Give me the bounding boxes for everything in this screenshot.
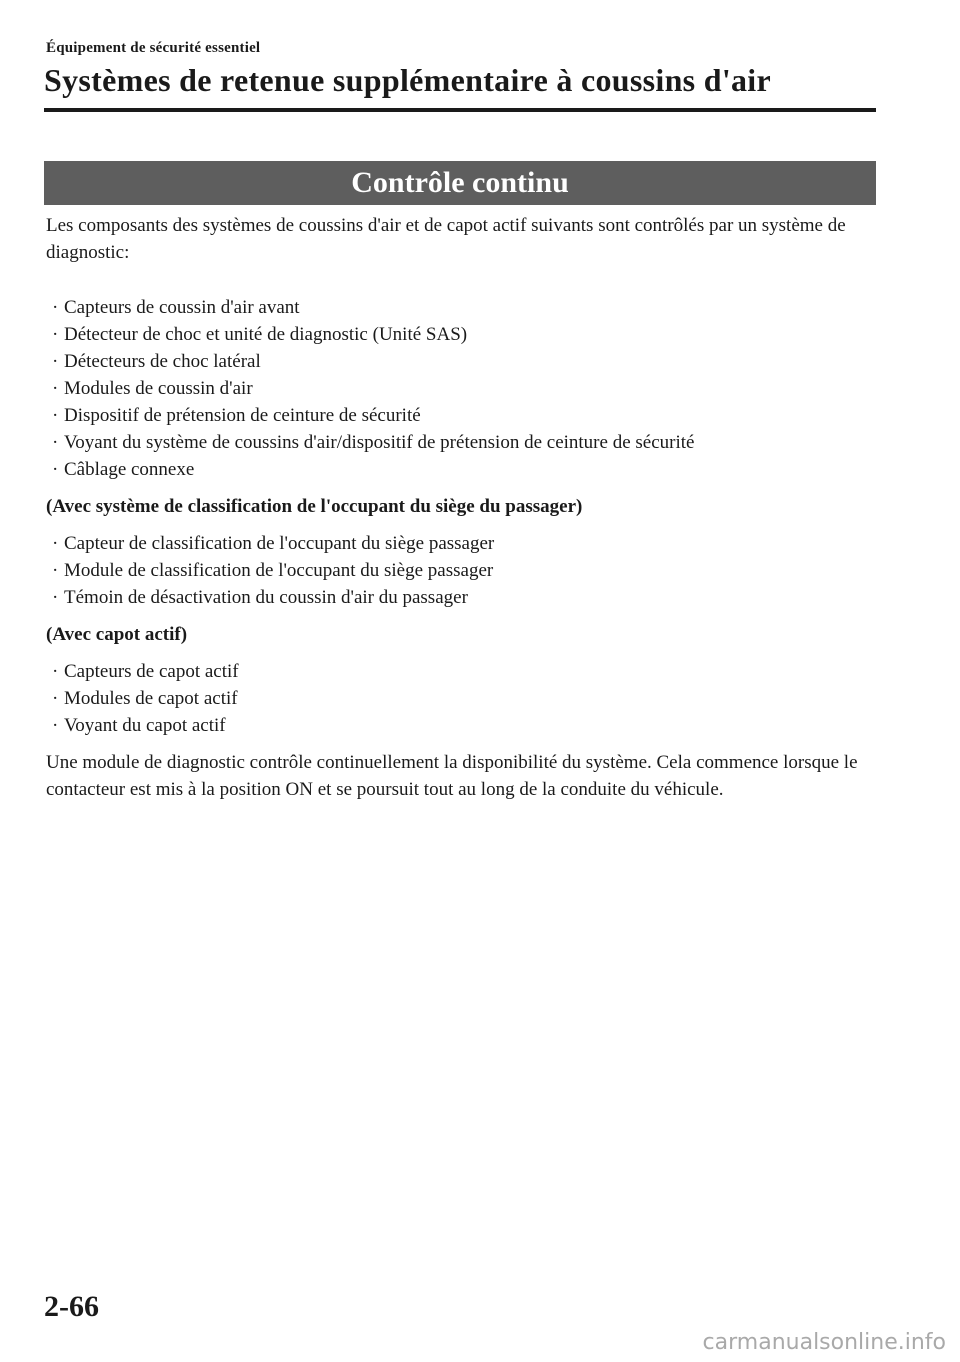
list-item-text: Détecteur de choc et unité de diagnostic (Unité SAS) (64, 324, 468, 345)
bullet-icon: · (52, 560, 59, 581)
bullet-icon: · (52, 587, 59, 608)
bullet-icon: · (52, 715, 59, 736)
list-item (46, 530, 866, 557)
list-item (46, 712, 866, 739)
bullet-icon: · (52, 324, 59, 345)
list-item-text: Module de classification de l'occupant du siège passager (64, 560, 494, 581)
list-item-text: Capteurs de coussin d'air avant (64, 297, 300, 318)
list-item (46, 375, 866, 402)
list-item-text: Témoin de désactivation du coussin d'air du passager (64, 587, 468, 608)
occupant-classification-list (46, 530, 866, 611)
list-item-text: Dispositif de prétension de ceinture de sécurité (64, 405, 421, 426)
watermark: carmanualsonline.info (702, 1330, 946, 1355)
closing-paragraph: Une module de diagnostic contrôle continuellement la disponibilité du système. Cela commence lorsque le contacteur est mis à la position ON et se poursuit tout au long de la conduite du véhicule. (46, 752, 858, 800)
list-item (46, 429, 866, 456)
list-item (46, 584, 866, 611)
page-number: 2-66 (44, 1290, 99, 1323)
chapter-label: Équipement de sécurité essentiel (46, 40, 261, 56)
list-item (46, 348, 866, 375)
bullet-icon: · (52, 351, 59, 372)
occupant-classification-heading: (Avec système de classification de l'occupant du siège du passager) (46, 496, 583, 517)
bullet-icon: · (52, 297, 59, 318)
list-item (46, 294, 866, 321)
list-item (46, 321, 866, 348)
intro-paragraph: Les composants des systèmes de coussins d'air et de capot actif suivants sont contrôlés par un système de diagnostic: (46, 215, 846, 263)
list-item-text: Voyant du système de coussins d'air/dispositif de prétension de ceinture de sécurité (64, 432, 695, 453)
list-item-text: Modules de capot actif (64, 688, 238, 709)
bullet-icon: · (52, 405, 59, 426)
list-item-text: Voyant du capot actif (64, 715, 226, 736)
bullet-icon: · (52, 459, 59, 480)
list-item (46, 402, 866, 429)
list-item-text: Capteurs de capot actif (64, 661, 239, 682)
active-bonnet-list (46, 658, 866, 739)
title-divider (44, 108, 876, 112)
active-bonnet-heading: (Avec capot actif) (46, 624, 188, 645)
list-item (46, 685, 866, 712)
list-item-text: Capteur de classification de l'occupant du siège passager (64, 533, 495, 554)
list-item (46, 658, 866, 685)
bullet-icon: · (52, 661, 59, 682)
section-content (46, 212, 866, 803)
list-item (46, 456, 866, 483)
bullet-icon: · (52, 432, 59, 453)
list-item-text: Détecteurs de choc latéral (64, 351, 261, 372)
bullet-icon: · (52, 533, 59, 554)
bullet-icon: · (52, 378, 59, 399)
components-list (46, 294, 866, 483)
bullet-icon: · (52, 688, 59, 709)
list-item-text: Modules de coussin d'air (64, 378, 253, 399)
list-item (46, 557, 866, 584)
section-heading: Contrôle continu (44, 161, 876, 205)
page-title: Systèmes de retenue supplémentaire à coussins d'air (44, 62, 772, 98)
list-item-text: Câblage connexe (64, 459, 195, 480)
